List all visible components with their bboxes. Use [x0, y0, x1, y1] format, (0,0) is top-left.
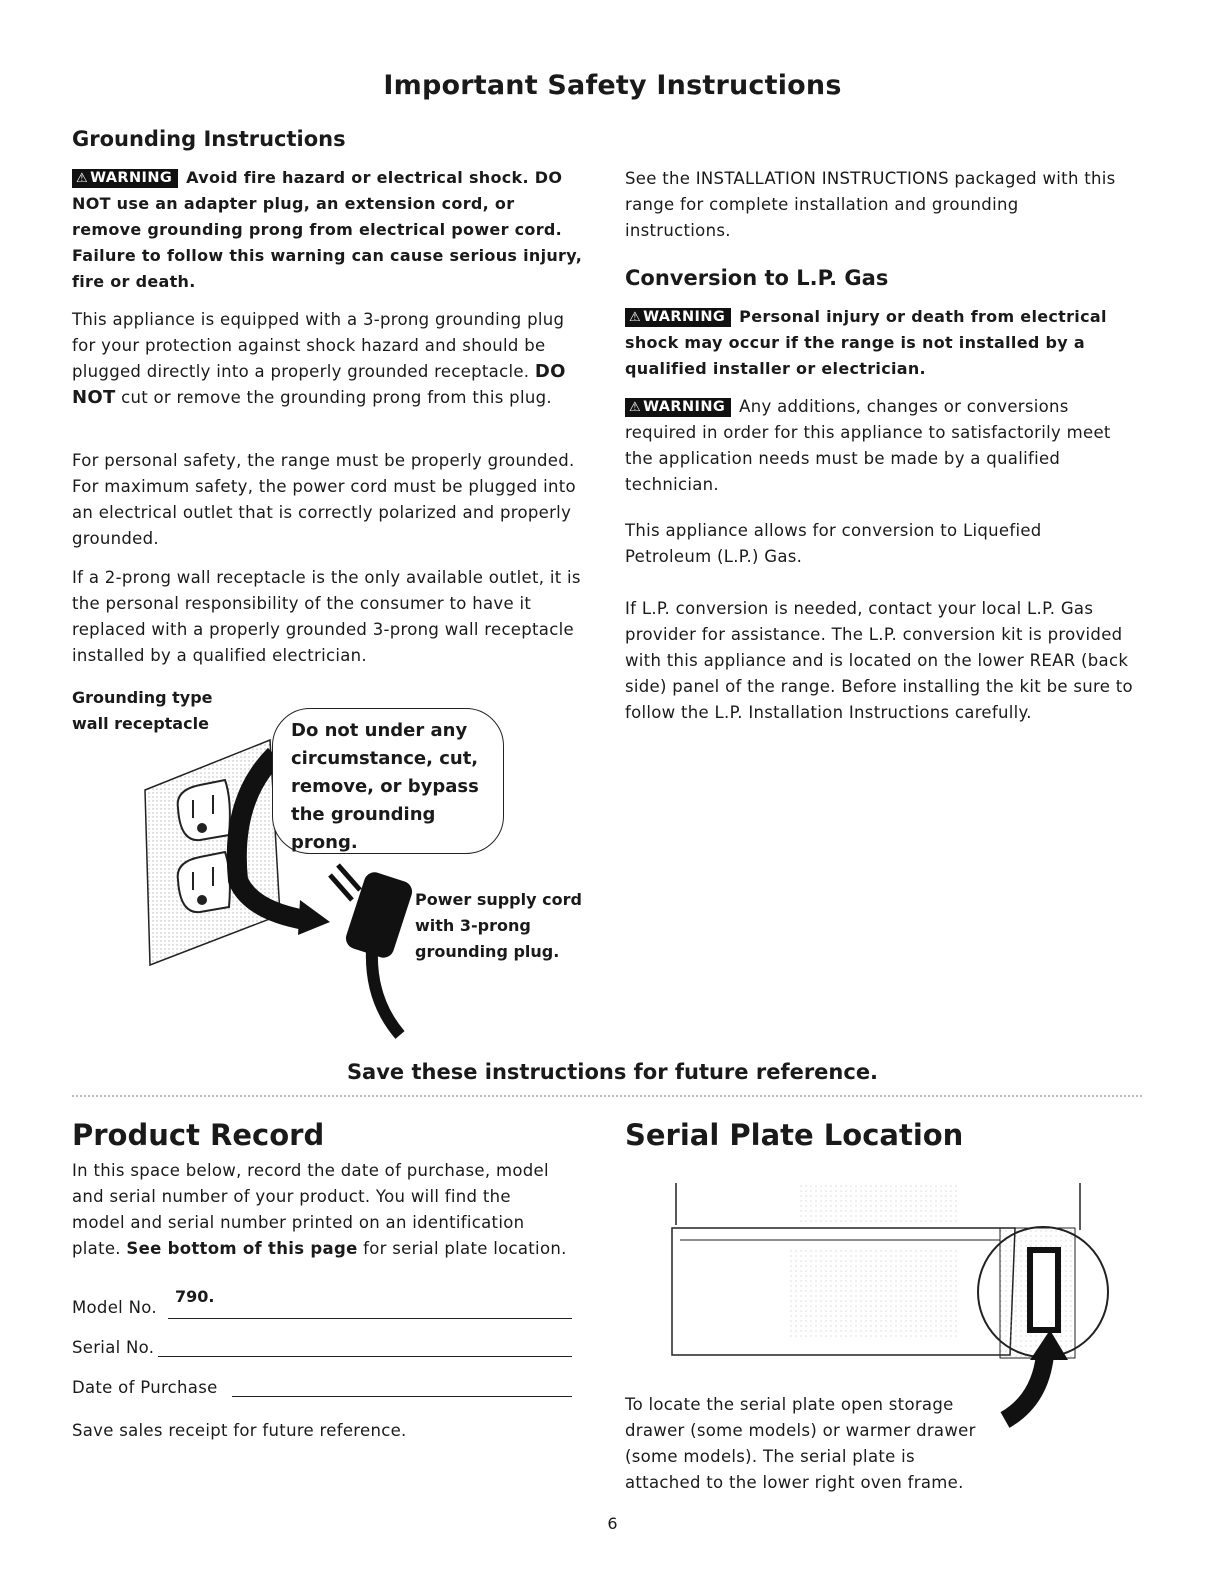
save-instructions-line: Save these instructions for future reference. — [346, 1060, 879, 1084]
warning-triangle-icon: ⚠ — [629, 400, 642, 415]
receipt-note: Save sales receipt for future reference. — [72, 1421, 407, 1440]
date-label: Date of Purchase — [72, 1378, 218, 1397]
serial-label: Serial No. — [72, 1338, 155, 1357]
grounding-warning: ⚠ WARNING Avoid fire hazard or electrical shock. DO NOT use an adapter plug, an extension cord, or remove grounding prong from electrical power cord. Failure to follow this warning can cause serious injury, fire or death. — [72, 168, 583, 291]
conversion-heading: Conversion to L.P. Gas — [625, 266, 889, 290]
warning-badge: ⚠ WARNING — [625, 308, 731, 327]
serial-plate-text: To locate the serial plate open storage drawer (some models) or warmer drawer (some models). The serial plate is attached to the lower right oven frame. — [625, 1395, 976, 1492]
product-record-intro: In this space below, record the date of purchase, model and serial number of your product. You will find the model and serial number printed on an identification plate. See bottom of this page for serial plate location. — [72, 1161, 567, 1258]
grounding-heading: Grounding Instructions — [72, 127, 346, 151]
warning-badge: ⚠ WARNING — [72, 169, 178, 188]
model-value: 790. — [175, 1287, 215, 1306]
prong-callout: Do not under any circumstance, cut, remove, or bypass the grounding prong. — [272, 708, 504, 854]
warning-triangle-icon: ⚠ — [629, 310, 642, 325]
warning-triangle-icon: ⚠ — [76, 171, 89, 186]
lp-para-2: If L.P. conversion is needed, contact your local L.P. Gas provider for assistance. The L.P. conversion kit is provided with this appliance and is located on the lower REAR (back side) panel of the range. Before installing the kit be sure to follow the L.P. Installation Instructions carefully. — [625, 599, 1133, 722]
page-title: Important Safety Instructions — [383, 70, 842, 101]
plug-label: Power supply cord with 3-prong grounding plug. — [415, 890, 582, 961]
grounding-para-3: If a 2-prong wall receptacle is the only available outlet, it is the personal responsibility of the consumer to have it replaced with a properly grounded 3-prong wall receptacle installed by a qualified electrician. — [72, 568, 581, 665]
conversion-warning-1: ⚠ WARNING Personal injury or death from electrical shock may occur if the range is not installed by a qualified installer or electrician. — [625, 307, 1107, 378]
serial-plate-heading: Serial Plate Location — [625, 1118, 964, 1152]
lp-para-1: This appliance allows for conversion to Liquefied Petroleum (L.P.) Gas. — [625, 521, 1042, 566]
receptacle-label: Grounding type wall receptacle — [72, 688, 213, 733]
warning-badge: ⚠ WARNING — [625, 398, 731, 417]
grounding-para-1: This appliance is equipped with a 3-prong grounding plug for your protection against shock hazard and should be plugged directly into a properly grounded receptacle. DO NOT cut or remove the grounding prong from this plug. — [72, 310, 566, 408]
model-label: Model No. — [72, 1298, 157, 1317]
page-number: 6 — [607, 1514, 618, 1533]
product-record-heading: Product Record — [72, 1118, 325, 1152]
conversion-warning-2: ⚠ WARNING Any additions, changes or conversions required in order for this appliance to satisfactorily meet the application needs must be made by a qualified technician. — [625, 397, 1111, 494]
install-note: See the INSTALLATION INSTRUCTIONS packaged with this range for complete installation and grounding instructions. — [625, 169, 1116, 240]
grounding-para-2: For personal safety, the range must be properly grounded. For maximum safety, the power cord must be plugged into an electrical outlet that is correctly polarized and properly grounded. — [72, 451, 576, 548]
